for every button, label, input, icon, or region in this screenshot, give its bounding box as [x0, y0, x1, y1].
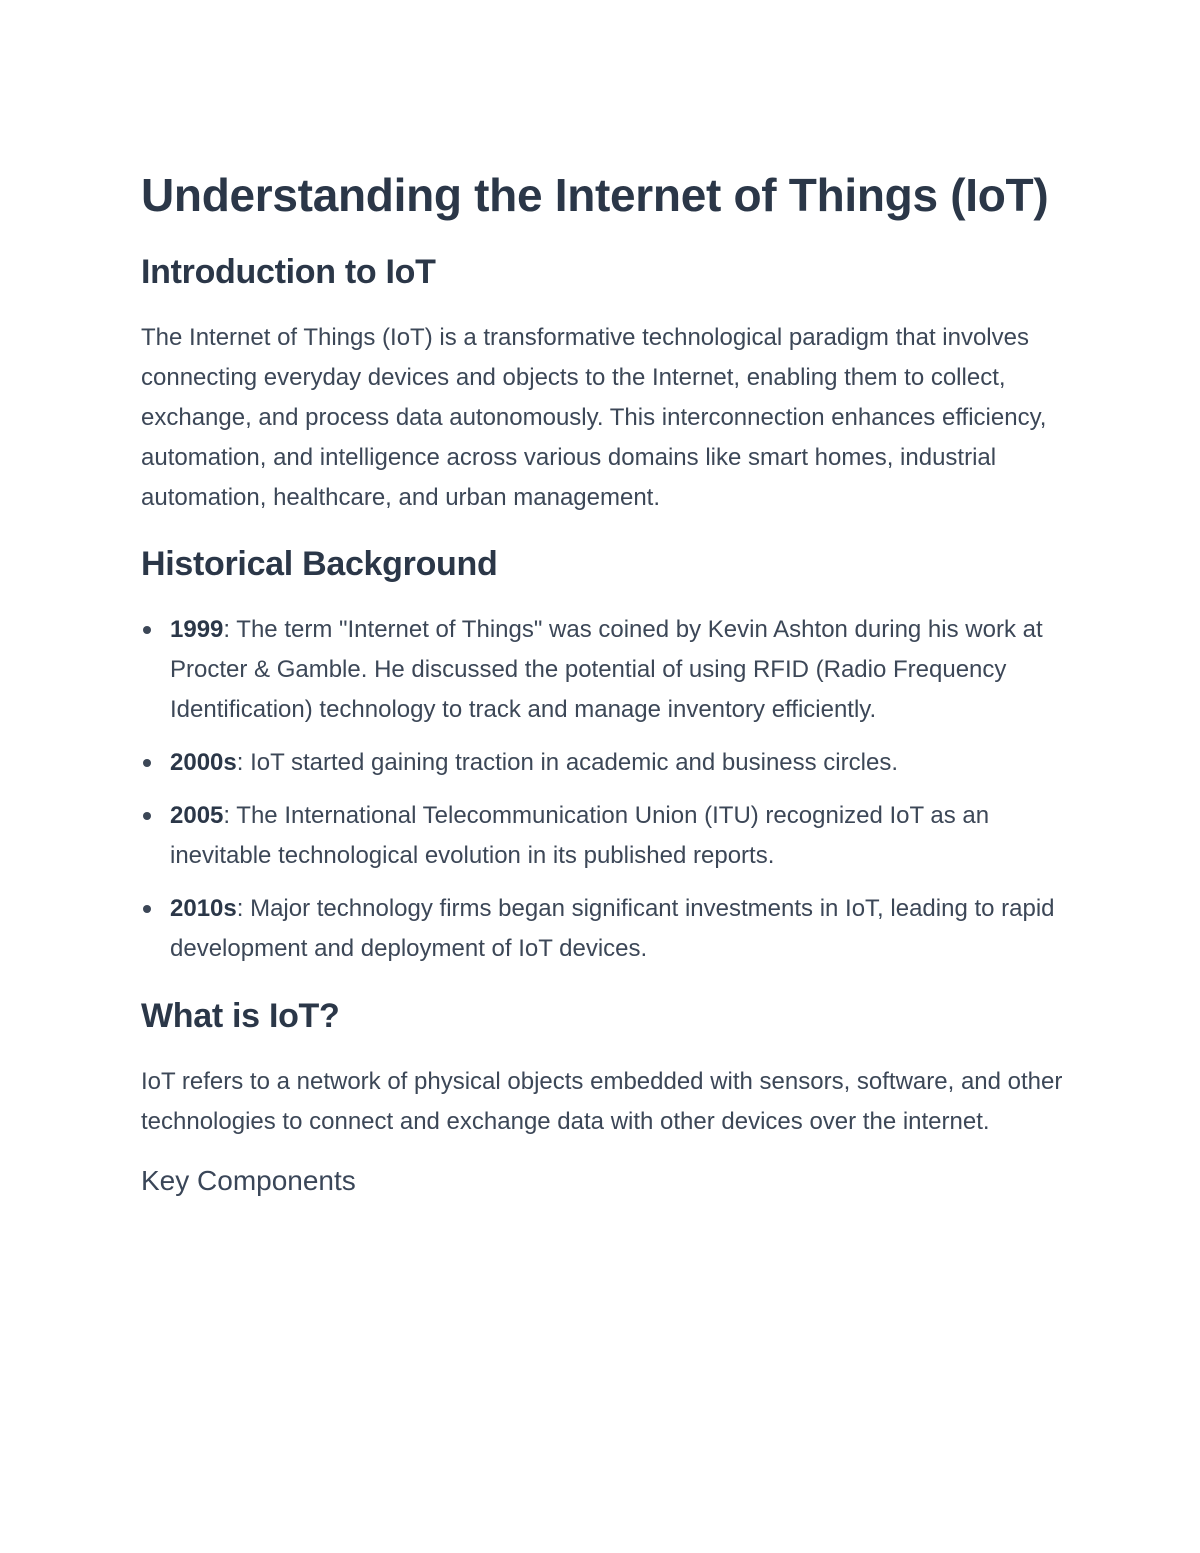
list-item-label: 1999 — [170, 616, 224, 643]
section-heading-introduction: Introduction to IoT — [141, 253, 436, 291]
list-item-text: : IoT started gaining traction in academic and business circles. — [236, 749, 898, 776]
list-item-text: : The term "Internet of Things" was coined by Kevin Ashton during his work at Procter & Gamble. He discussed the potential of using RFID (Radio Frequency Identification) technology to track and manage inventory efficiently. — [170, 616, 1043, 723]
history-list — [141, 610, 1066, 969]
section-heading-what-is-iot: What is IoT? — [141, 997, 340, 1035]
list-item-text: : The International Telecommunication Union (ITU) recognized IoT as an inevitable technological evolution in its published reports. — [170, 802, 990, 869]
subheading-key-components: Key Components — [141, 1165, 356, 1196]
list-item — [141, 796, 1066, 876]
bullet-icon — [143, 905, 151, 913]
bullet-icon — [143, 812, 151, 820]
bullet-icon — [143, 759, 151, 767]
list-item-label: 2005 — [170, 802, 224, 829]
bullet-icon — [143, 626, 151, 634]
list-item — [141, 610, 1066, 730]
list-item — [141, 743, 1066, 783]
list-item-label: 2000s — [170, 749, 237, 776]
document-title: Understanding the Internet of Things (IoT) — [141, 169, 1049, 221]
introduction-paragraph: The Internet of Things (IoT) is a transformative technological paradigm that involves connecting everyday devices and objects to the Internet, enabling them to collect, exchange, and process data autonomously. This interconnection enhances efficiency, automation, and intelligence across various domains like smart homes, industrial automation, healthcare, and urban management. — [141, 324, 1047, 511]
list-item — [141, 889, 1066, 969]
what-is-iot-paragraph: IoT refers to a network of physical objects embedded with sensors, software, and other technologies to connect and exchange data with other devices over the internet. — [141, 1068, 1063, 1135]
list-item-text: : Major technology firms began significant investments in IoT, leading to rapid development and deployment of IoT devices. — [170, 895, 1055, 962]
list-item-label: 2010s — [170, 895, 237, 922]
document-page — [141, 165, 1066, 1199]
section-heading-history: Historical Background — [141, 545, 498, 583]
